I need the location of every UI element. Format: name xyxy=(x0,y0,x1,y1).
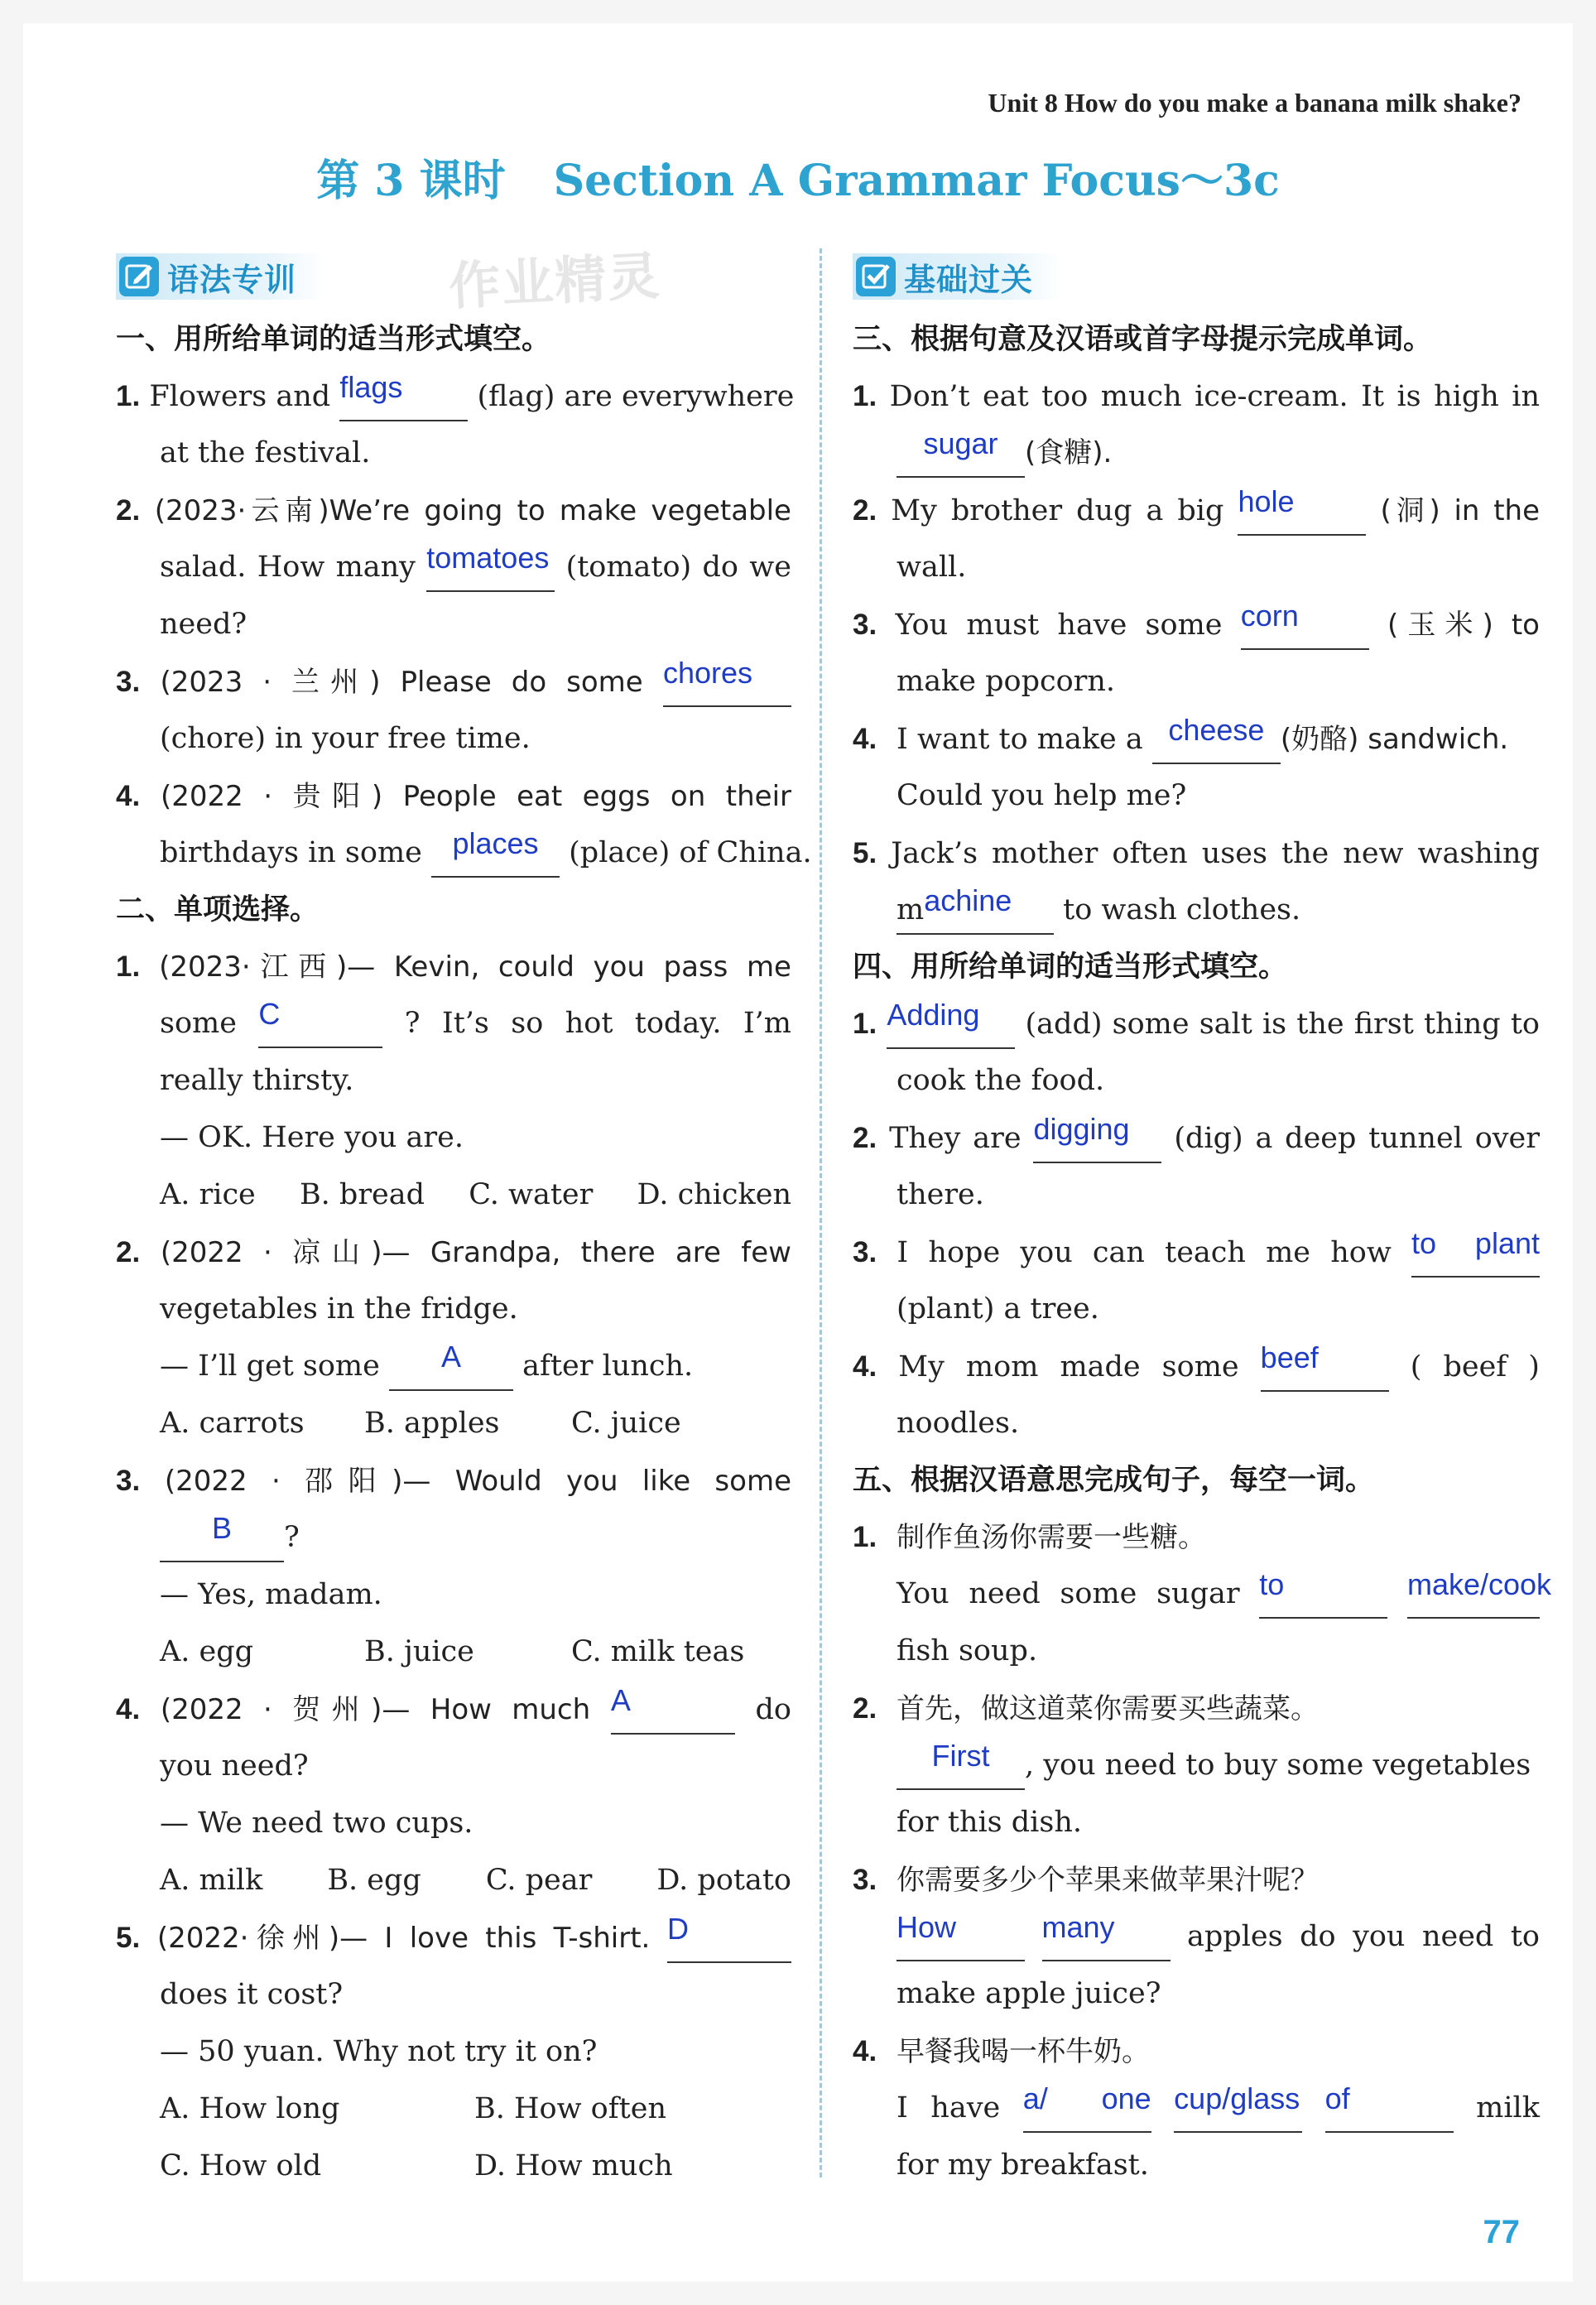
option[interactable]: A. How long xyxy=(160,2092,340,2125)
grammar-badge-label: 语法专训 xyxy=(167,261,297,298)
answer-blank[interactable]: flags xyxy=(339,377,468,421)
answer-blank[interactable]: tomatoes xyxy=(426,547,555,592)
p2-q5-line3: — 50 yuan. Why not try it on? xyxy=(160,2035,598,2068)
option[interactable]: C. milk teas xyxy=(571,1635,745,1668)
answer-blank[interactable]: A xyxy=(611,1690,735,1735)
p4-q3-line2: (plant) a tree. xyxy=(897,1292,1099,1326)
answer-blank[interactable]: a/ one xyxy=(1023,2088,1151,2133)
grammar-section-header xyxy=(116,244,791,317)
p3-q4-line2: Could you help me? xyxy=(897,779,1187,812)
p4-q1-line1: 1. Adding (add) some salt is the first thing to xyxy=(853,995,1540,1052)
option[interactable]: A. milk xyxy=(160,1864,263,1897)
p2-q5-line1: 5. (2022·徐州)— I love this T-shirt. D xyxy=(116,1909,791,1966)
p2-q5-options-row1 xyxy=(116,2081,791,2138)
unit-header: Unit 8 How do you make a banana milk shake? xyxy=(988,88,1521,118)
section-name: Section A Grammar Focus～3c xyxy=(553,156,1280,206)
watermark: 作业精灵 xyxy=(447,244,663,317)
left-column xyxy=(116,244,812,2195)
p5-q3-line2: How many apples do you need to xyxy=(853,1908,1540,1966)
answer-blank[interactable]: sugar xyxy=(897,433,1025,478)
option[interactable]: C. How old xyxy=(160,2149,322,2182)
column-divider xyxy=(820,248,822,2177)
p5-q4-line3: for my breakfast. xyxy=(897,2149,1149,2182)
part4-heading: 四、用所给单词的适当形式填空。 xyxy=(853,950,1288,984)
p2-q5-line2: does it cost? xyxy=(160,1978,344,2011)
right-column xyxy=(853,248,1552,2194)
answer-blank[interactable]: B xyxy=(160,1518,284,1562)
answer-blank[interactable]: digging xyxy=(1033,1119,1161,1163)
p4-q2-line1: 2. They are digging (dig) a deep tunnel over xyxy=(853,1109,1540,1167)
p2-q3-line1: 3. (2022 · 邵阳)— Would you like some xyxy=(116,1465,791,1498)
p5-q1-line2: You need some sugar to make/cook xyxy=(853,1566,1540,1623)
option[interactable]: B. egg xyxy=(327,1864,421,1897)
p5-q4-line1: 4. 早餐我喝一杯牛奶。 xyxy=(853,2035,1150,2068)
p3-q3-line1: 3. You must have some corn (玉米) to xyxy=(853,596,1540,653)
p3-q3-line2: make popcorn. xyxy=(897,665,1116,698)
p2-q1-line1: 1. (2023·江西)— Kevin, could you pass me xyxy=(116,950,791,984)
p5-q2-line3: for this dish. xyxy=(897,1806,1082,1839)
p2-q4-line2: you need? xyxy=(160,1749,309,1783)
answer-blank[interactable]: hole xyxy=(1238,491,1366,536)
option[interactable]: C. juice xyxy=(571,1407,681,1440)
p2-q2-options xyxy=(116,1395,791,1452)
grammar-badge xyxy=(116,253,324,300)
checkbox-icon xyxy=(856,257,896,296)
p2-q1-line2: some C ? It’s so hot today. I’m xyxy=(116,995,791,1052)
answer-blank[interactable]: D xyxy=(667,1918,791,1963)
option[interactable]: A. rice xyxy=(160,1178,256,1211)
p1-q2-line1: 2. (2023·云南)We’re going to make vegetable xyxy=(116,494,791,527)
p1-q4-line1: 4. (2022 · 贵阳) People eat eggs on their xyxy=(116,780,791,813)
p3-q5-line1: 5. Jack’s mother often uses the new washing xyxy=(853,837,1540,870)
option[interactable]: A. egg xyxy=(160,1635,254,1668)
p2-q4-line1: 4. (2022 · 贺州)— How much A do xyxy=(116,1681,791,1738)
answer-blank[interactable]: places xyxy=(431,833,560,878)
p2-q2-line2: vegetables in the fridge. xyxy=(160,1292,518,1326)
option[interactable]: A. carrots xyxy=(160,1407,305,1440)
p4-q1-line2: cook the food. xyxy=(897,1064,1105,1097)
lesson-number: 第 3 课时 xyxy=(316,156,506,206)
p3-q1-line2: sugar (食糖). xyxy=(853,425,1540,482)
p2-q4-line3: — We need two cups. xyxy=(160,1807,474,1840)
p5-q3-line3: make apple juice? xyxy=(897,1977,1161,2010)
p2-q3-options xyxy=(116,1624,791,1681)
p4-q4-line1: 4. My mom made some beef ( beef ) xyxy=(853,1338,1540,1395)
part2-heading: 二、单项选择。 xyxy=(116,893,320,926)
answer-blank[interactable]: How xyxy=(897,1917,1025,1961)
p3-q2-line2: wall. xyxy=(897,551,967,584)
p2-q1-options xyxy=(116,1167,791,1224)
option[interactable]: C. pear xyxy=(485,1864,593,1897)
p3-q1-line1: 1. Don’t eat too much ice-cream. It is high in xyxy=(853,380,1540,413)
p2-q1-line4: — OK. Here you are. xyxy=(160,1121,464,1154)
answer-blank[interactable]: chores xyxy=(663,662,791,707)
p1-q4-line2: birthdays in some places (place) of China. xyxy=(116,825,791,882)
p1-q1-line1: 1. Flowers and flags (flag) are everywhere xyxy=(116,368,791,425)
p3-q2-line1: 2. My brother dug a big hole (洞) in the xyxy=(853,482,1540,539)
answer-blank[interactable]: C xyxy=(258,1003,382,1048)
answer-blank[interactable]: beef xyxy=(1261,1347,1389,1392)
answer-blank[interactable]: machine xyxy=(897,890,1054,935)
part5-heading: 五、根据汉语意思完成句子，每空一词。 xyxy=(853,1464,1375,1497)
p4-q3-line1: 3. I hope you can teach me how to plant xyxy=(853,1224,1540,1281)
answer-blank[interactable]: of xyxy=(1325,2088,1454,2133)
p2-q5-options-row2 xyxy=(116,2138,791,2195)
lesson-title xyxy=(0,146,1596,208)
answer-blank[interactable]: Adding xyxy=(887,1004,1015,1049)
p1-q3-line2: (chore) in your free time. xyxy=(160,722,531,755)
answer-blank[interactable]: make/cook xyxy=(1407,1574,1540,1619)
option[interactable]: B. bread xyxy=(299,1178,425,1211)
basics-badge xyxy=(853,253,1061,300)
option[interactable]: D. How much xyxy=(474,2149,673,2182)
answer-blank[interactable]: First xyxy=(897,1745,1025,1790)
p2-q3-line3: — Yes, madam. xyxy=(160,1578,382,1611)
p2-q2-line3: — I’ll get some A after lunch. xyxy=(116,1338,791,1395)
answer-blank[interactable]: to xyxy=(1259,1574,1387,1619)
answer-blank[interactable]: corn xyxy=(1241,605,1369,650)
p1-q2-line2: salad. How many tomatoes (tomato) do we xyxy=(116,539,791,596)
p1-q3-line1: 3. (2023 · 兰州) Please do some chores xyxy=(116,653,791,710)
p5-q3-line1: 3. 你需要多少个苹果来做苹果汁呢？ xyxy=(853,1864,1319,1897)
p1-q2-line3: need? xyxy=(160,608,248,641)
p5-q2-line2: First , you need to buy some vegetables xyxy=(853,1737,1540,1794)
p2-q3-line2: B ? xyxy=(116,1509,791,1566)
option[interactable]: B. apples xyxy=(364,1407,500,1440)
option[interactable]: D. potato xyxy=(656,1864,791,1897)
p4-q2-line2: there. xyxy=(897,1178,984,1211)
p5-q2-line1: 2. 首先，做这道菜你需要买些蔬菜。 xyxy=(853,1692,1319,1725)
answer-blank[interactable]: to plant xyxy=(1411,1233,1540,1278)
option[interactable]: B. juice xyxy=(364,1635,474,1668)
page-number: 77 xyxy=(1483,2214,1520,2250)
answer-blank[interactable]: cup/glass xyxy=(1174,2088,1302,2133)
p5-q4-line2: I have a/ one cup/glass of milk xyxy=(853,2080,1540,2137)
option[interactable]: C. water xyxy=(469,1178,594,1211)
part3-heading: 三、根据句意及汉语或首字母提示完成单词。 xyxy=(853,323,1433,356)
p2-q1-line3: really thirsty. xyxy=(160,1064,354,1097)
answer-blank[interactable]: cheese xyxy=(1152,719,1281,764)
part1-heading: 一、用所给单词的适当形式填空。 xyxy=(116,323,551,356)
p3-q5-line2: machine to wash clothes. xyxy=(853,882,1540,939)
pencil-check-icon xyxy=(119,257,159,296)
p5-q1-line1: 1. 制作鱼汤你需要一些糖。 xyxy=(853,1521,1206,1554)
p2-q4-options xyxy=(116,1852,791,1909)
answer-blank[interactable]: A xyxy=(389,1346,513,1391)
p3-q4-line1: 4. I want to make a cheese (奶酪) sandwich. xyxy=(853,710,1540,768)
p2-q2-line1: 2. (2022 · 凉山)— Grandpa, there are few xyxy=(116,1236,791,1269)
option[interactable]: B. How often xyxy=(474,2092,666,2125)
p4-q4-line2: noodles. xyxy=(897,1407,1020,1440)
p1-q1-line2: at the festival. xyxy=(160,436,371,469)
p5-q1-line3: fish soup. xyxy=(897,1634,1038,1667)
option[interactable]: D. chicken xyxy=(637,1178,791,1211)
basics-badge-label: 基础过关 xyxy=(904,261,1034,298)
basics-section-header xyxy=(853,248,1540,305)
answer-blank[interactable]: many xyxy=(1042,1917,1171,1961)
